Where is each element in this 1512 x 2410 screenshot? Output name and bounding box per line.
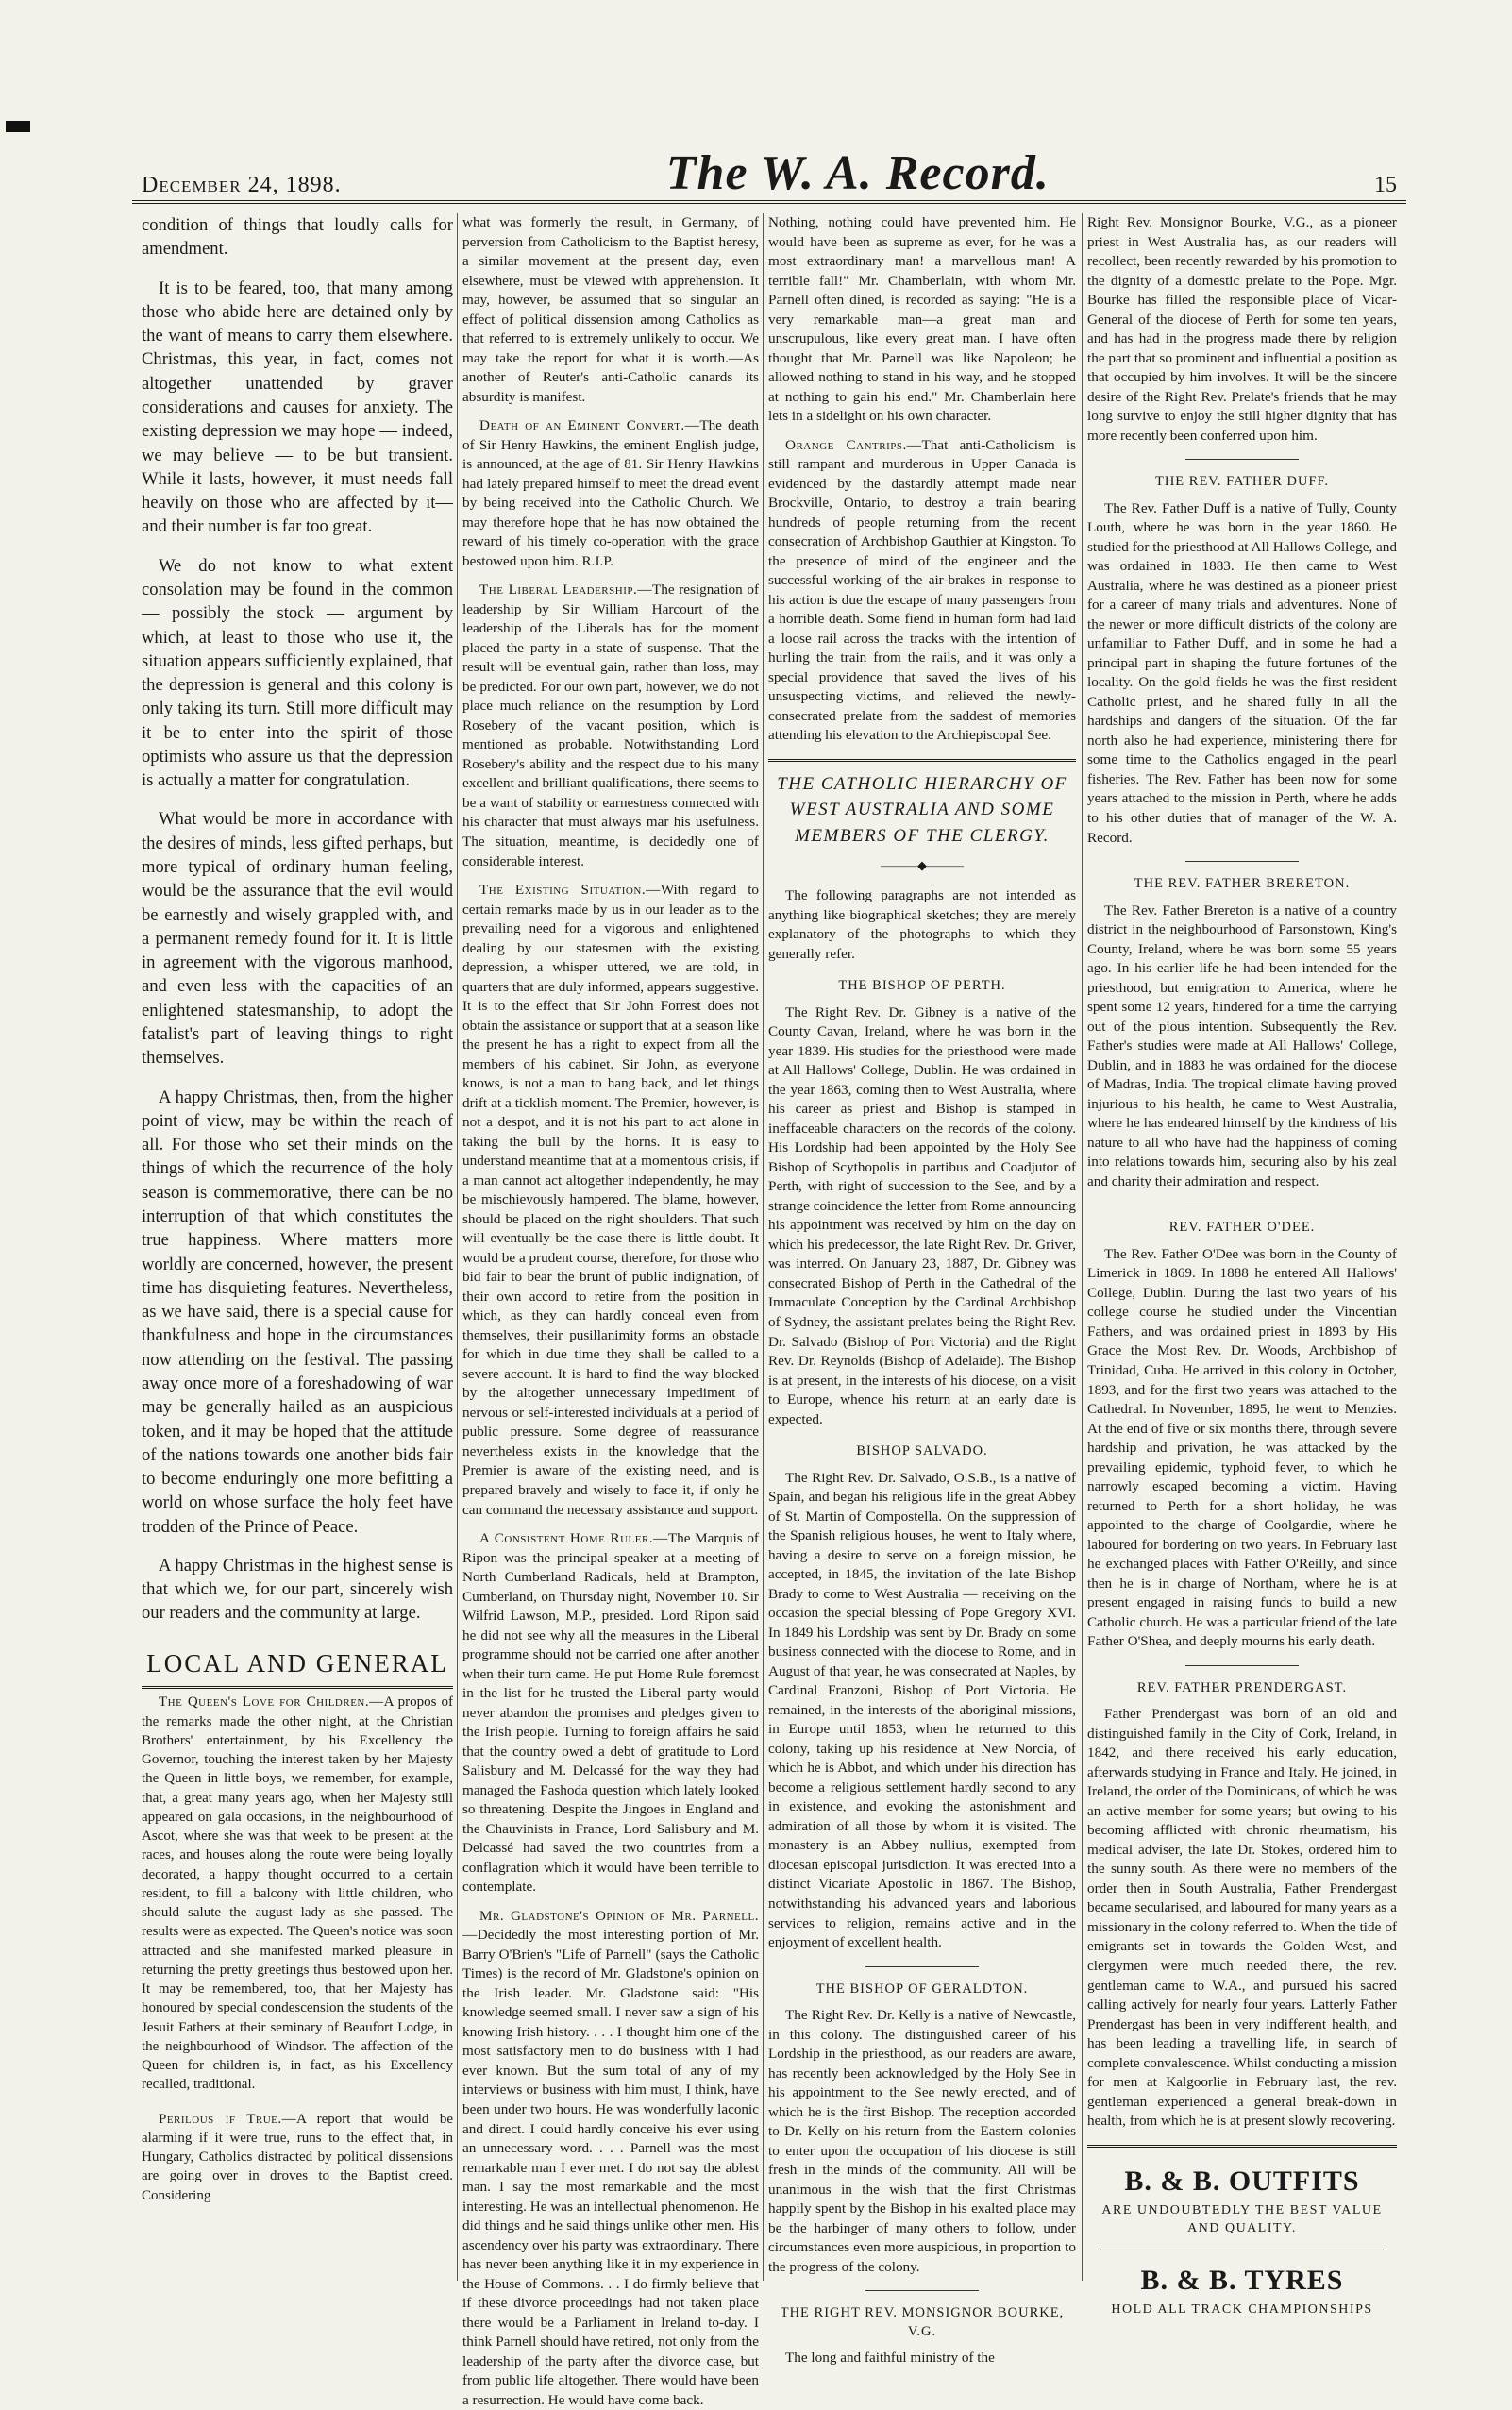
paragraph: Father Prendergast was born of an old and distinguished family in the City of Cork, Ireland, in 1842, and there received his early education, afterwards studying in France and Italy. He joined, in Ireland, the order of the Dominicans, of which he was an active member for some years; but owing to his becoming afflicted with chronic rheumatism, his medical adviser, the late Dr. Stokes, ordered him to the sunny south. As there were no members of the order then in South Australia, Father Prendergast became secularised, and laboured for many years as a missionary in the colony referred to. When the tide of emigrants set in towards the Golden West, and clergymen were much needed there, the rev. gentleman came to W.A., and pursued his sacred calling actively for nearly four years. Latterly Father Prendergast has been in very indifferent health, and has been leading a travelling life, in search of complete convalescence. Whilst conducting a mission for men at Kalgoorlie in February last, the rev. gentleman experienced a general break-down in health, from which he is at present slowly recovering. — [1087, 1706, 1397, 2130]
ornament-icon: ———◆——— — [881, 857, 964, 872]
paragraph: what was formerly the result, in Germany, of perversion from Catholicism to the Baptist heresy, a similar movement at the present day, even elsewhere, must be viewed with apprehension. It may, however, be assumed that so singular an effect of political dissension among Catholics as that referred to is extremely unlikely to occur. We may take the report for what it is worth.—As another of Reuter's anti-Catholic canards its absurdity is manifest. — [462, 214, 759, 405]
paragraph: The Right Rev. Dr. Salvado, O.S.B., is a native of Spain, and began his religious life in the great Abbey of St. Martin of Compostella. On the suppression of the Spanish religious houses, he went to Italy where, having a desire to serve on a foreign mission, he accepted, in 1845, the invitation of the late Bishop Brady to come to West Australia — receiving on the occasion the special blessing of Pope Gregory XVI. In 1849 his Lordship was sent by Dr. Brady on some business connected with the diocese to Rome, and in August of that year, he was consecrated at Naples, by Cardinal Franzoni, Bishop of Port Victoria. He remained, in the interests of the aboriginal missions, in Europe until 1853, when he returned to this colony, taking up his residence at New Norcia, of which he is Abbot, and which under his direction has become a religious settlement hardly second to any in existence, and evoking the astonishment and admiration of all those by whom it is visited. The monastery is an Abbey nullius, exempted from diocesan episcopal jurisdiction. It was erected into a distinct Vicariate Apostolic in 1867. The Bishop, notwithstanding his advanced years and laborious services to religion, remains active and in the enjoyment of excellent health. — [768, 1469, 1076, 1951]
header-rule — [132, 200, 1406, 204]
column-1 — [142, 213, 453, 2290]
ad-title: B. & B. TYRES — [1140, 2264, 1344, 2296]
column-divider — [1082, 213, 1083, 2281]
column-4 — [1087, 213, 1397, 2317]
news-item — [462, 416, 759, 571]
divider — [865, 2290, 979, 2291]
divider — [1185, 459, 1299, 460]
news-item — [462, 581, 759, 871]
column-divider — [457, 213, 458, 2281]
paragraph: The Right Rev. Dr. Gibney is a native of the County Cavan, Ireland, where he was born in the year 1839. His studies for the priesthood were made at All Hallows' College, Dublin. He was ordained in the year 1863, coming then to West Australia, where his career as priest and Bishop is stamped in ineffaceable characters on the records of the colony. His Lordship had been appointed by the Holy See Bishop of Scythopolis in partibus and Coadjutor of Perth, with right of succession to the See, and by a strange coincidence the letter from Rome announcing his appointment was received by him on the day on which his predecessor, the late Right Rev. Dr. Griver, was interred. On January 23, 1887, Dr. Gibney was consecrated Bishop of Perth in the Cathedral of the Immaculate Conception by the Cardinal Archbishop of Sydney, the assistant prelates being the Right Rev. Dr. Salvado (Bishop of Port Victoria) and the Right Rev. Dr. Reynolds (Bishop of Adelaide). The Bishop is at present, in the interests of his diocese, on a visit to Europe, whence his return at an early date is expected. — [768, 1003, 1076, 1427]
news-item-heading: Perilous if True.— — [159, 2111, 297, 2127]
paragraph: The Rev. Father Duff is a native of Tully, County Louth, where he was born in the year 1860. He studied for the priesthood at All Hallows College, and was ordained in 1883. He then came to West Australia, where he was destined as a pioneer priest for a career of many trials and adventures. None of the newer or more difficult districts of the colony are unfamiliar to Father Duff, and in some he had a principal part in shaping the future fortunes of the locality. On the gold fields he was the first resident Catholic priest, and he shared fully in all the hardships and dangers of the situation. Of the far north also he had experience, ministering there for some time to the Catholics engaged in the pearl fisheries. The Rev. Father has been now for some years attached to the mission in Perth, where he adds to his other duties that of manager of the W. A. Record. — [1087, 499, 1397, 846]
news-item-body: A propos of the remarks made the other night, at the Christian Brothers' entertainment, by his Excellency the Governor, touching the interest taken by her Majesty the Queen in little boys, we remember, for example, that, a great many years ago, when her Majesty still appeared on gala occasions, in the neighbourhood of Ascot, where she was that week to be present at the races, and houses along the route were being loyally decorated, a happy thought occurred to a certain resident, to fill a balcony with little children, who should salute the august lady as she passed. The results were as expected. The Queen's notice was soon attracted and she manifested marked pleasure in returning the pretty greetings thus bestowed upon her. It may be remembered, too, that her Majesty has honoured by special condescension the students of the Jesuit Fathers at their seminary of Beaufort Lodge, in the neighbourhood of Windsor. The affection of the Queen for children is, in fact, as his Excellency recalled, traditional. — [142, 1694, 453, 2093]
news-item — [768, 436, 1076, 746]
article-heading: THE BISHOP OF GERALDTON. — [815, 1980, 1029, 1997]
news-item — [462, 1907, 759, 2410]
article-heading: THE RIGHT REV. MONSIGNOR BOURKE, V.G. — [780, 2305, 1065, 2339]
news-item-heading: Orange Cantrips.— — [785, 436, 922, 453]
news-item-heading: A Consistent Home Ruler.— — [479, 1530, 668, 1547]
news-item-heading: Mr. Gladstone's Opinion of Mr. Parnell.— — [462, 1907, 759, 1944]
paragraph: A happy Christmas, then, from the higher point of view, may be within the reach of all. For those who set their minds on the things of which the recurrence of the holy season is commemorative, there can be no interruption of that which constitutes the true happiness. Where matters more worldly are concerned, however, the present time has disquieting features. Nevertheless, as we have said, there is a special cause for thankfulness and hope in the circumstances now attending on the festival. The passing away once more of a foreshadowing of war may be generally hailed as an auspicious token, and it may be hoped that the attitude of the nations towards one another bids fair to become enduringly one more befitting a world on whose surface the holy feet have trodden of the Prince of Peace. — [142, 1087, 453, 1537]
newspaper-title: The W. A. Record. — [665, 146, 1050, 200]
ad-tagline: ARE UNDOUBTEDLY THE BEST VALUE AND QUALITY. — [1101, 2203, 1383, 2236]
divider — [1185, 861, 1299, 862]
page-number: 15 — [1373, 173, 1397, 197]
article-heading: THE BISHOP OF PERTH. — [838, 978, 1006, 994]
hierarchy-heading: THE CATHOLIC HIERARCHY OF WEST AUSTRALIA AND SOME MEMBERS OF THE CLERGY. — [768, 759, 1076, 850]
divider — [1185, 1665, 1299, 1666]
paragraph: The Rev. Father O'Dee was born in the County of Limerick in 1869. In 1888 he entered All Hallows' College, Dublin. During the last two years of his college course he studied under the Vincentian Fathers, and was ordained priest in 1893 by His Grace the Most Rev. Dr. Woods, Archbishop of Trinidad, Cuba. He arrived in this colony in October, 1893, and for the first two years was attached to the Cathedral. In November, 1895, he went to Menzies. At the end of five or six months there, through severe hardship and privation, he was attacked by the prevailing epidemic, typhoid fever, to which he narrowly escaped becoming a victim. Having returned to Perth for a short holiday, he was appointed to the charge of Coolgardie, where he laboured for bordering on two years. In February last he exchanged places with Father O'Reilly, and since then he is in charge of Northam, where he is at present engaged in raising funds to build a new Catholic church. He was a particular friend of the late Father O'Shea, and deeply mourns his early death. — [1087, 1245, 1397, 1650]
article-heading: THE REV. FATHER BRERETON. — [1134, 876, 1351, 892]
article-heading: THE REV. FATHER DUFF. — [1154, 474, 1330, 490]
news-item-body: The resignation of leadership by Sir William Harcourt of the leadership of the Liberals has for the moment placed the party in a state of suspense. That the result will be eventual gain, rather than loss, may be predicted. For our own part, however, we do not place much reliance on the resumption by Lord Rosebery of the vacant position, which is mentioned as probable. Notwithstanding Lord Rosebery's ability and the respect due to his many excellent and brilliant qualifications, there seems to be a want of stability or earnestness connected with his character that must always mar his usefulness. The situation, meantime, is decidedly one of considerable interest. — [462, 581, 759, 869]
issue-date: December 24, 1898. — [142, 173, 342, 197]
paragraph: It is to be feared, too, that many among those who abide here are detained only by the want of means to carry them elsewhere. Christmas, this year, in fact, comes not altogether unattended by graver considerations and causes for anxiety. The existing depression we may hope — indeed, we may believe — to be but transient. While it lasts, however, it must needs fall heavily on those who are affected by it—and their number is far too great. — [142, 278, 453, 537]
news-item-heading: The Queen's Love for Children.— — [159, 1694, 384, 1711]
paragraph: We do not know to what extent consolation may be found in the common — possibly the stock — argument by which, at least to those who use it, the situation appears sufficiently explained, that the depression is general and this colony is only taking its turn. Still more difficult may it be to enter into the spirit of those optimists who assure us that the depression is actually a matter for congratulation. — [142, 555, 453, 791]
news-item-body: The death of Sir Henry Hawkins, the eminent English judge, is announced, at the age of 81. Sir Henry Hawkins had lately prepared himself to meet the dread event by being received into the Catholic Church. We may therefore hope that he has now obtained the reward of his timely co-operation with the grace bestowed upon him. R.I.P. — [462, 417, 759, 569]
news-item — [142, 1693, 453, 2094]
column-2 — [462, 213, 760, 2408]
ad-tagline: HOLD ALL TRACK CHAMPIONSHIPS — [1111, 2302, 1373, 2317]
column-divider — [763, 213, 764, 2281]
article-heading: REV. FATHER PRENDERGAST. — [1136, 1679, 1348, 1695]
news-item — [462, 881, 759, 1520]
news-item — [462, 1529, 759, 1897]
news-item-body: Decidedly the most interesting portion of Mr. Barry O'Brien's "Life of Parnell" (says the Catholic Times) is the record of Mr. Gladstone's opinion on the Irish leader. Mr. Gladstone said: "His knowledge seemed small. I never saw a sign of his knowing Irish history. . . . I thought him one of the most satisfactory men to do business with I had ever known. But the sum total of any of my interviews or business with him must, I think, have been under two hours. He was wonderfully laconic and direct. I could hardly conceive his ever using an unnecessary word. . . . Parnell was the most remarkable man I ever met. I do not say the ablest man. I say the most remarkable and the most interesting. He was an intellectual phenomenon. He did things and he said things unlike other men. His ascendency over his party was extraordinary. There has never been anything like it in my experience in the House of Commons. . . I do firmly believe that if these divorce proceedings had not taken place there would be a Parliament in Ireland to-day. I think Parnell should have retired, not only from the leadership of the party after the divorce case, but from public life altogether. There would have been a resurrection. He would have come back. — [462, 1927, 759, 2408]
masthead — [142, 140, 1397, 198]
news-item-heading: The Liberal Leadership.— — [479, 581, 652, 598]
paragraph: Nothing, nothing could have prevented him. He would have been as supreme as ever, for he was a most extraordinary man! a marvellous man! A terrible fall!" Mr. Chamberlain, with whom Mr. Parnell often dined, is recorded as saying: "He is a very remarkable man—a great man and unscrupulous, like every great man. I have often thought that Mr. Parnell was like Napoleon; he allowed nothing to stand in his way, and he stopped at nothing to gain his end." Mr. Chamberlain here lets in a sidelight on his own character. — [768, 214, 1076, 425]
news-item-body: That anti-Catholicism is still rampant and murderous in Upper Canada is evidenced by the dastardly attempt made near Brockville, Ontario, to destroy a train bearing hundreds of people returning from the recent consecration of Archbishop Gauthier at Kingston. To the presence of mind of the engineer and the successful working of the air-brakes in response to his action is due the escape of many passengers from a horrible death. Some fiend in human form had laid a loose rail across the tracks with the intention of hurling the train from the rails, and it was only a special providence that saved the lives of his unsuspecting victims, and relieved the newly-consecrated prelate from the saddest of memories attending his elevation to the Archiepiscopal See. — [768, 436, 1077, 744]
paragraph: What would be more in accordance with the desires of minds, less gifted perhaps, but more typical of ordinary human feeling, would be the assurance that the evil would be earnestly and wisely grappled with, and a permanent remedy found for it. It is little in agreement with the vigorous manhood, and even less with the capacities of an enlightened statesmanship, to adopt the fatalist's part of leaving things to right themselves. — [142, 809, 453, 1069]
article-heading: BISHOP SALVADO. — [856, 1443, 988, 1459]
news-item-body: A report that would be alarming if it were true, runs to the effect that, in Hungary, Catholics distracted by political dissensions are going over in droves to the Baptist creed. Considering — [142, 2111, 453, 2203]
paragraph: Right Rev. Monsignor Bourke, V.G., as a pioneer priest in West Australia has, as our readers will recollect, been recently rewarded by his promotion to the dignity of a domestic prelate to the Pope. Mgr. Bourke has filled the responsible place of Vicar-General of the diocese of Perth for some ten years, and has had in the progress made there by religion the part that so prominent and influential a position as that occupied by him involves. It will be the sincere desire of the Right Rev. Prelate's friends that he may long survive to enjoy the still higher dignity that has more recently been conferred upon him. — [1087, 214, 1397, 444]
paragraph: The following paragraphs are not intended as anything like biographical sketches; they are merely explanatory of the photographs to which they generally refer. — [768, 887, 1076, 962]
news-item-heading: The Existing Situation.— — [479, 882, 661, 899]
ad-title: B. & B. OUTFITS — [1124, 2165, 1360, 2197]
news-item-heading: Death of an Eminent Convert.— — [479, 417, 700, 434]
paragraph: The long and faithful ministry of the — [785, 2350, 995, 2367]
paragraph: A happy Christmas in the highest sense is that which we, for our part, sincerely wish our readers and the community at large. — [142, 1555, 453, 1624]
paragraph: The Rev. Father Brereton is a native of a country district in the neighbourhood of Parsonstown, King's County, Ireland, where he was born some 55 years ago. In his earlier life he had been intended for the priesthood, but emigration to America, where he spent some 12 years, hindered for a time the carrying out of the pious intention. Subsequently the Rev. Father's studies were made at All Hallows' College, Dublin, and in 1883 he was ordained for the diocese of Madras, India. The tropical climate having proved injurious to his health, he came to West Australia, where he has endeared himself by the kindness of his nature to all who have had the happiness of coming into relations towards him, securing also by his zeal and charity their admiration and respect. — [1087, 902, 1397, 1189]
paragraph: condition of things that loudly calls for amendment. — [142, 215, 453, 260]
news-item-body: With regard to certain remarks made by us in our leader as to the prevailing need for a vigorous and enlightened dealing by our statesmen with the existing depression, a whisper uttered, we are told, in quarters that are duly informed, appears suggestive. It is to the effect that Sir John Forrest does not obtain the assistance or support that at a season like the present he has a right to expect from all the members of his cabinet. Sir John, as everyone knows, is not a man to hang back, and let things drift at a ticklish moment. The Premier, however, is not a despot, and it is not his part to act alone in taking the bull by the horns. It is easy to understand meantime that at a momentous crisis, if a man cannot act altogether independently, he may be mischievously hampered. The blame, however, should be placed on the right shoulders. That such will eventually be the case there is little doubt. It would be a prudent course, therefore, for those who bid fair to bear the brunt of public indignation, of their own accord to retire from the position in which, as they can hardly conceal even from themselves, their pusillanimity forms an obstacle for which in due time they shall be called to a severe account. It is hard to find the way blocked by the altogether unnecessary impediment of nervous or self-interested individuals at a period of public pressure. Some degree of reassurance nevertheless exists in the knowledge that the Premier is aware of the existing need, and is prepared bravely and wisely to face it, if only he can command the necessary assistance and support. — [462, 882, 760, 1518]
local-news — [142, 1693, 453, 2205]
column-3 — [768, 213, 1077, 2367]
corner-mark — [6, 121, 30, 132]
article-heading: REV. FATHER O'DEE. — [1168, 1220, 1316, 1236]
section-heading-local-and-general: LOCAL AND GENERAL — [142, 1646, 453, 1690]
news-item-body: The Marquis of Ripon was the principal speaker at a meeting of North Cumberland Radicals, held at Brampton, Cumberland, on Thursday night, November 10. Sir Wilfrid Lawson, M.P., presided. Lord Ripon said he did not see why all the measures in the Liberal programme should not be carried one after another when their turn came. He put Home Rule foremost in the list for he trusted the Liberal party would never abandon the promises and pledges given to the Irish people. Turning to foreign affairs he said that the country owed a debt of gratitude to Lord Salisbury and M. Delcassé for the way they had managed the Fashoda question which lately looked so threatening. Despite the Jingoes in England and the Chauvinists in France, Lord Salisbury and M. Delcassé had saved the two countries from a conflagration which it would have been terrible to contemplate. — [462, 1530, 759, 1896]
paragraph: The Right Rev. Dr. Kelly is a native of Newcastle, in this colony. The distinguished career of his Lordship in the priesthood, as our readers are aware, has recently been acknowledged by the Holy See in his appointment to the See newly erected, and of which he is the first Bishop. The reception accorded to Dr. Kelly on his return from the Eastern colonies to enter upon the occupation of his diocese is still fresh in the minds of the community. All will be unanimous in the wish that the first Christmas happily spent by the Bishop in his exalted place may be the harbinger of many others to follow, under circumstances even more auspicious, in proportion to the progress of the colony. — [768, 2007, 1076, 2275]
advertisement — [1087, 2145, 1397, 2320]
divider — [865, 1966, 979, 1967]
news-item — [142, 2110, 453, 2205]
